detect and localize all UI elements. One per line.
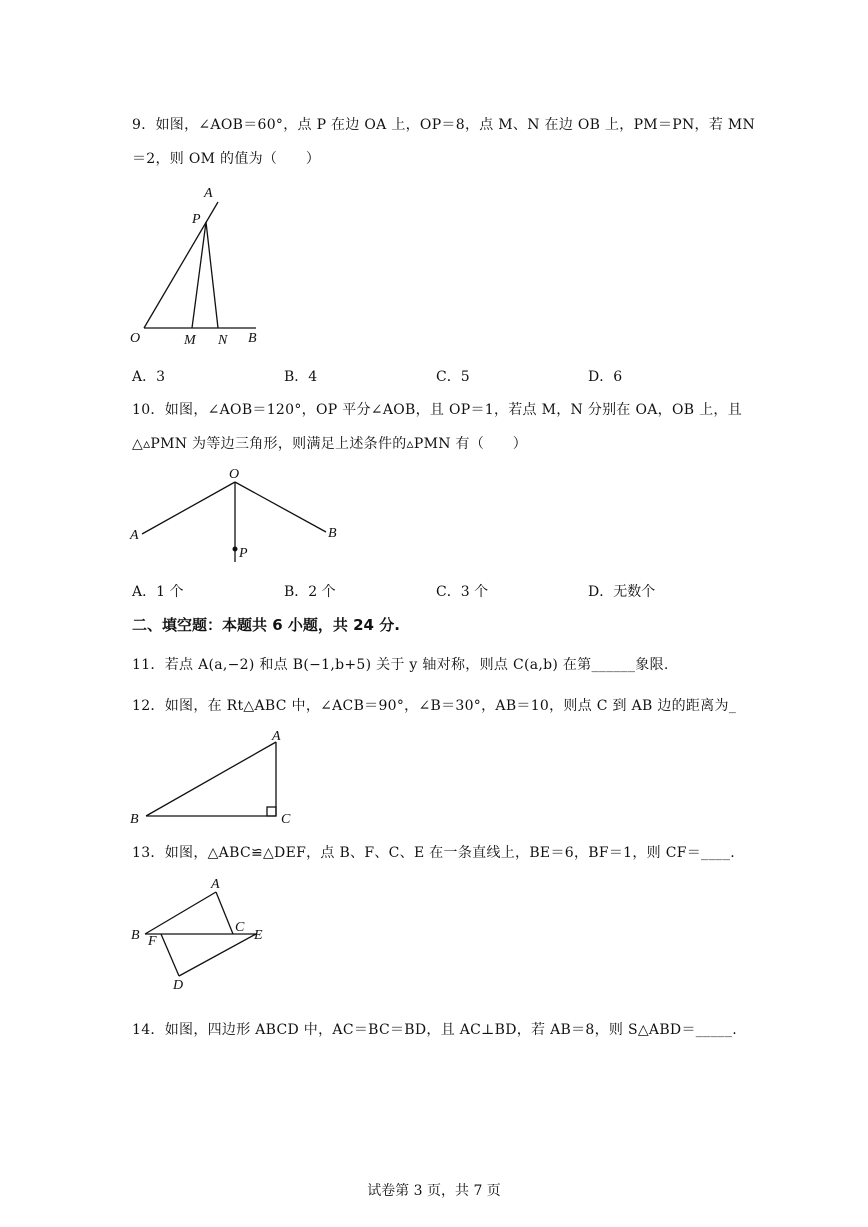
section-title: 二、填空题：本题共 6 小题，共 24 分. [132, 616, 400, 634]
q9-choice-b[interactable]: B．4 [284, 369, 318, 385]
q12-label-c: C [281, 812, 291, 827]
q9-label-b: B [248, 331, 257, 346]
q13-text: 13．如图，△ABC≌△DEF，点 B、F、C、E 在一条直线上，BE＝6，BF＝1，则 CF＝____. [132, 845, 735, 861]
q13-figure [128, 872, 278, 994]
q10-line1: 10．如图，∠AOB＝120°，OP 平分∠AOB，且 OP＝1，若点 M，N 分别在 OA，OB 上，且 [132, 402, 742, 418]
q10-line2: △▵PMN 为等边三角形，则满足上述条件的▵PMN 有（ ） [132, 436, 528, 452]
q9-label-p: P [192, 212, 201, 227]
q9-label-a: A [204, 186, 213, 201]
q10-label-o: O [229, 467, 240, 482]
q13-label-b: B [131, 928, 140, 943]
q9-label-o: O [130, 331, 141, 346]
q13-label-d: D [173, 978, 184, 993]
q9-choice-d[interactable]: D．6 [588, 369, 623, 385]
q10-choice-d[interactable]: D．无数个 [588, 584, 656, 600]
q10-label-b: B [328, 526, 337, 541]
q12-text: 12．如图，在 Rt△ABC 中，∠ACB＝90°，∠B＝30°，AB＝10，则点 C 到 AB 边的距离为_ [132, 698, 737, 714]
q13-label-c: C [235, 920, 245, 935]
q13-label-a: A [211, 877, 220, 892]
q13-label-f: F [148, 934, 157, 949]
q9-choices [132, 366, 752, 386]
q9-label-n: N [218, 333, 228, 348]
q12-label-a: A [272, 729, 281, 744]
q13-label-e: E [254, 928, 263, 943]
q10-choice-c[interactable]: C．3 个 [436, 584, 489, 600]
q9-label-m: M [184, 333, 196, 348]
q10-label-a: A [130, 528, 139, 543]
q9-line2: ＝2，则 OM 的值为（ ） [132, 151, 321, 167]
q14-text: 14．如图，四边形 ABCD 中，AC＝BC＝BD，且 AC⊥BD，若 AB＝8，则 S△ABD＝_____. [132, 1022, 737, 1038]
q9-choice-a[interactable]: A．3 [132, 369, 166, 385]
q11-text: 11．若点 A(a,−2) 和点 B(−1,b+5) 关于 y 轴对称，则点 C(a,b) 在第______象限. [132, 657, 669, 673]
q9-figure [128, 182, 268, 352]
q12-label-b: B [130, 812, 139, 827]
q10-label-p: P [239, 546, 248, 561]
q9-choice-c[interactable]: C．5 [436, 369, 470, 385]
q10-figure [128, 462, 348, 572]
q10-choice-a[interactable]: A．1 个 [132, 584, 184, 600]
q10-choices [132, 581, 752, 601]
page-footer: 试卷第 3 页，共 7 页 [367, 1183, 501, 1199]
q10-choice-b[interactable]: B．2 个 [284, 584, 336, 600]
q12-figure [128, 724, 308, 828]
q9-line1: 9．如图，∠AOB＝60°，点 P 在边 OA 上，OP＝8，点 M、N 在边 OB 上，PM＝PN，若 MN [132, 117, 756, 133]
